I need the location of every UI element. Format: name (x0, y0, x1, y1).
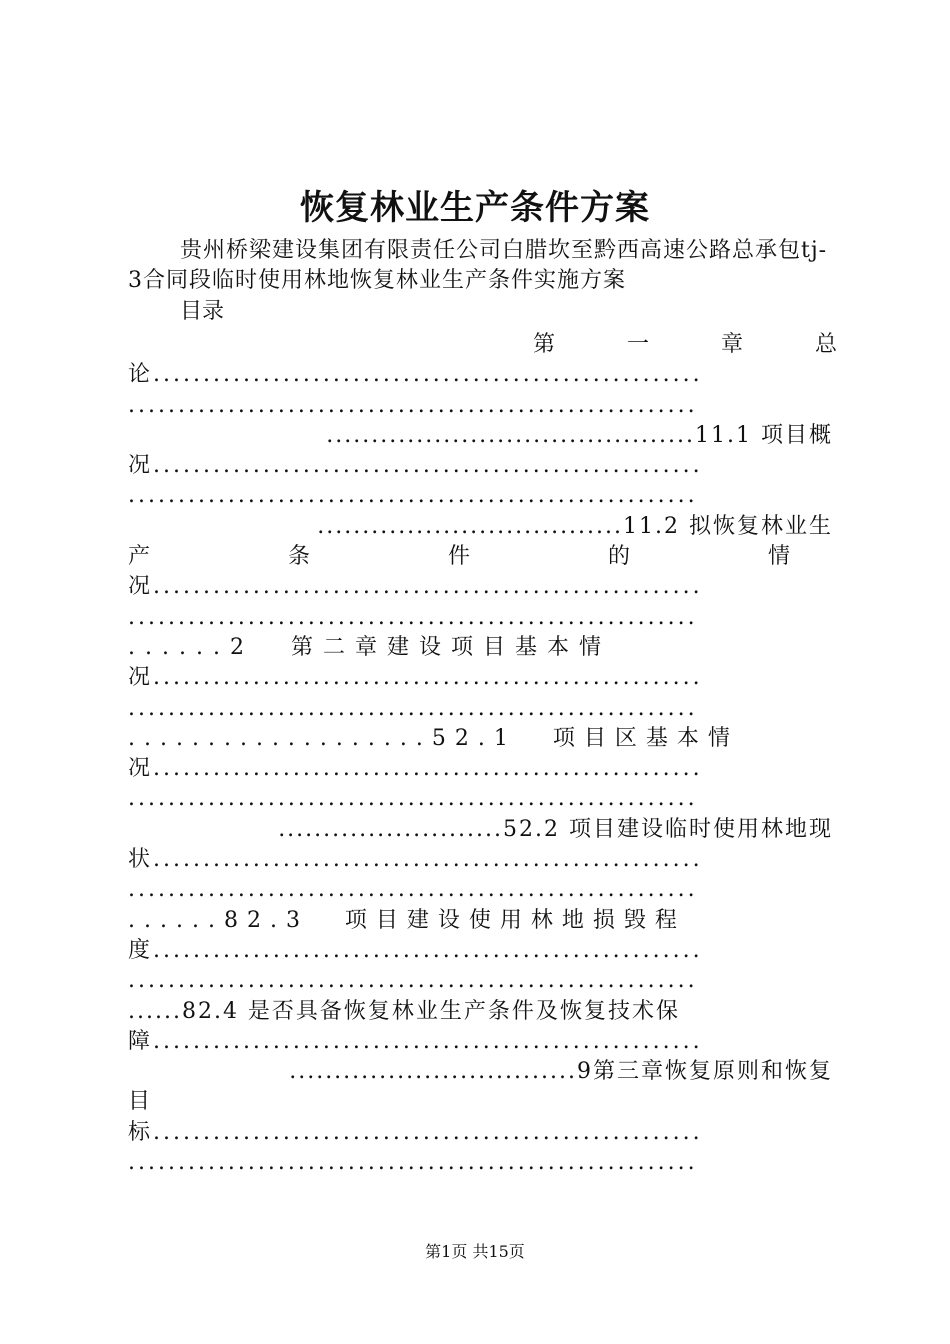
toc-line: .........................................11.1 项目概 (326, 422, 833, 448)
toc-line: ......82.3 项目建设使用林地损毁程 (128, 907, 686, 933)
toc-line: 目 (128, 1089, 151, 1115)
toc-line: ...................52.1 项目区基本情 (128, 725, 739, 751)
toc-line: 况....................................................... (128, 756, 703, 782)
toc-line: ......................................................... (128, 877, 698, 903)
toc-line: 况....................................................... (128, 453, 703, 479)
toc-line: .........................52.2 项目建设临时使用林地现 (278, 816, 833, 842)
toc-line: ......82.4 是否具备恢复林业生产条件及恢复技术保 (128, 998, 680, 1024)
toc-line: 况....................................................... (128, 665, 703, 691)
intro-paragraph: 贵州桥梁建设集团有限责任公司白腊坎至黔西高速公路总承包tj-3合同段临时使用林地恢复林业生产条件实施方案 (128, 238, 828, 293)
toc-line: 度....................................................... (128, 937, 703, 963)
toc-line: ......................................................... (128, 786, 698, 812)
toc-line: 障....................................................... (128, 1028, 703, 1054)
toc-line: ......2 第二章建设项目基本情 (128, 634, 611, 660)
toc-line: ......................................................... (128, 392, 698, 418)
toc-line: 论....................................................... (128, 362, 703, 388)
toc-line: 况....................................................... (128, 574, 703, 600)
toc-line: ......................................................... (128, 695, 698, 721)
toc-line: ......................................................... (128, 483, 698, 509)
toc-line: ......................................................... (128, 968, 698, 994)
toc-line-text: 第一章总 (533, 332, 910, 357)
toc-line: 状....................................................... (128, 847, 703, 873)
toc-heading: 目录 (180, 299, 225, 324)
toc-line (128, 330, 910, 360)
toc-line: ......................................................... (128, 1150, 698, 1176)
page-footer: 第1页 共15页 (425, 1242, 525, 1261)
document-title: 恢复林业生产条件方案 (300, 188, 650, 228)
toc-line: ................................9第三章恢复原则和恢复 (289, 1059, 833, 1085)
toc-line: ......................................................... (128, 604, 698, 630)
toc-line: 标....................................................... (128, 1119, 703, 1145)
toc-line: ..................................11.2 拟恢复林业生 (317, 513, 833, 539)
table-of-contents (128, 330, 929, 1178)
toc-line: 产条件的情 (128, 544, 929, 570)
